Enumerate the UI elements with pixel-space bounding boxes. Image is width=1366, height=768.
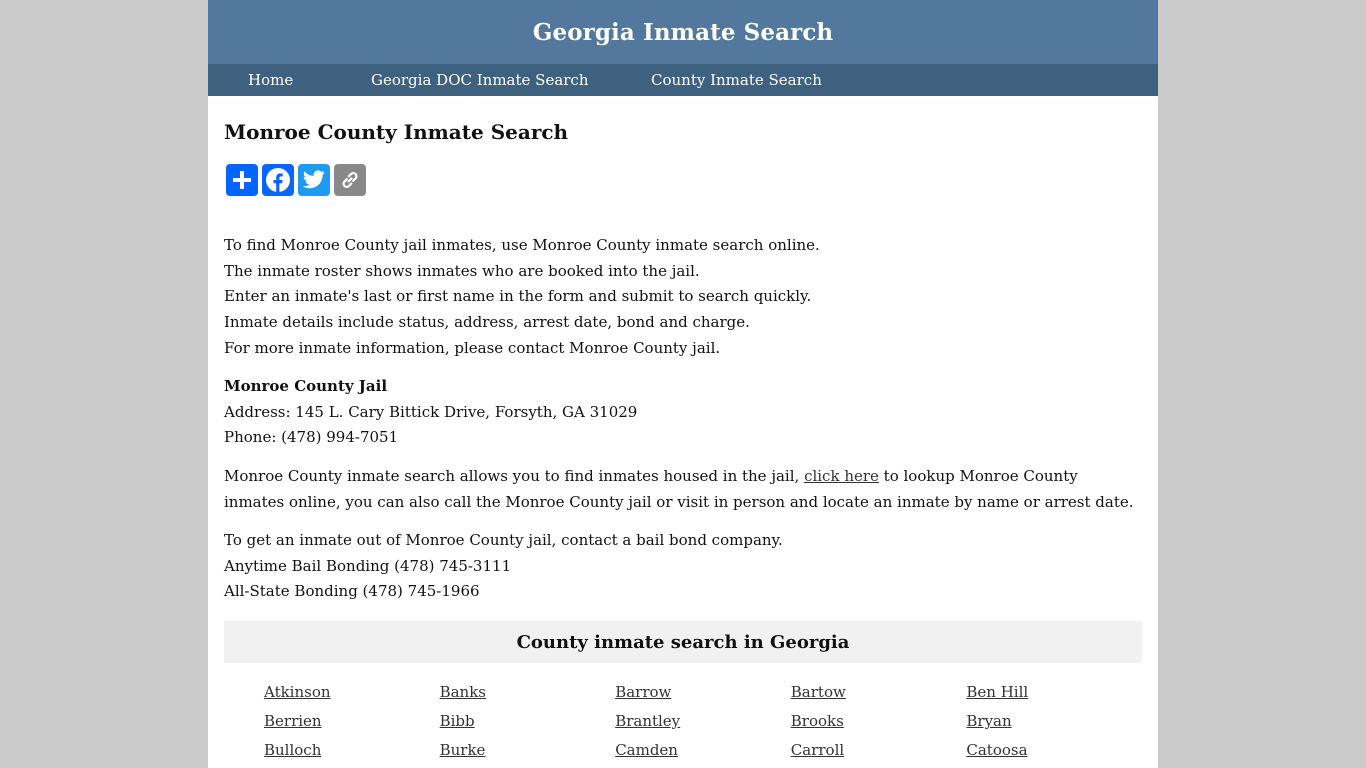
county-link[interactable]: Catoosa [966,741,1028,759]
search-text-before: Monroe County inmate search allows you to find inmates housed in the jail, [224,467,805,485]
county-section-title: County inmate search in Georgia [516,631,850,653]
facebook-share-button[interactable] [262,164,294,196]
county-link[interactable]: Bartow [790,683,846,701]
copy-link-button[interactable] [334,164,366,196]
jail-name: Monroe County Jail [224,377,388,395]
page-title: Monroe County Inmate Search [224,120,569,144]
share-button[interactable] [226,164,258,196]
facebook-icon [265,167,291,193]
link-icon [338,168,362,192]
county-link[interactable]: Atkinson [264,683,331,701]
county-link[interactable]: Banks [439,683,487,701]
jail-info [224,374,1142,451]
county-link[interactable]: Carroll [790,741,845,759]
county-link[interactable]: Bibb [439,712,475,730]
county-section-header [224,621,1142,663]
page-container [208,0,1158,768]
county-link[interactable]: Bryan [966,712,1012,730]
county-link-grid [264,680,1144,767]
intro-line: The inmate roster shows inmates who are booked into the jail. [224,261,700,280]
bail-intro: To get an inmate out of Monroe County jail, contact a bail bond company. [224,531,783,549]
bail-company: Anytime Bail Bonding (478) 745-3111 [224,556,512,575]
jail-phone: Phone: (478) 994-7051 [224,428,399,447]
click-here-link[interactable]: click here [804,467,879,485]
twitter-share-button[interactable] [298,164,330,196]
search-paragraph-text [224,464,1142,515]
nav-county-search-link[interactable]: County Inmate Search [651,71,822,89]
nav-home-link[interactable]: Home [248,71,294,89]
plus-share-icon [231,169,253,191]
county-link[interactable]: Berrien [264,712,322,730]
site-header [208,0,1158,64]
intro-text [224,233,1142,362]
search-text-after: to lookup Monroe County inmates online, you can also call the Monroe County jail or visit in person and locate an inmate by name or arrest date. [224,467,1134,511]
jail-address: Address: 145 L. Cary Bittick Drive, Forsyth, GA 31029 [224,402,638,421]
search-paragraph [224,464,1142,515]
county-link[interactable]: Bulloch [264,741,322,759]
intro-line: For more inmate information, please contact Monroe County jail. [224,338,721,357]
intro-line: Inmate details include status, address, arrest date, bond and charge. [224,313,750,332]
bail-info [224,528,1142,605]
intro-line: To find Monroe County jail inmates, use Monroe County inmate search online. [224,236,820,254]
site-title[interactable]: Georgia Inmate Search [532,18,834,46]
county-link[interactable]: Camden [615,741,678,759]
intro-line: Enter an inmate's last or first name in the form and submit to search quickly. [224,287,812,306]
nav-georgia-doc-link[interactable]: Georgia DOC Inmate Search [371,71,589,89]
bail-company: All-State Bonding (478) 745-1966 [224,582,480,601]
main-nav [208,64,1158,96]
county-link[interactable]: Burke [439,741,486,759]
twitter-icon [301,168,327,192]
county-link[interactable]: Ben Hill [966,683,1029,701]
share-buttons [226,164,366,196]
county-link[interactable]: Barrow [615,683,672,701]
county-link[interactable]: Brooks [790,712,844,730]
county-link[interactable]: Brantley [615,712,681,730]
